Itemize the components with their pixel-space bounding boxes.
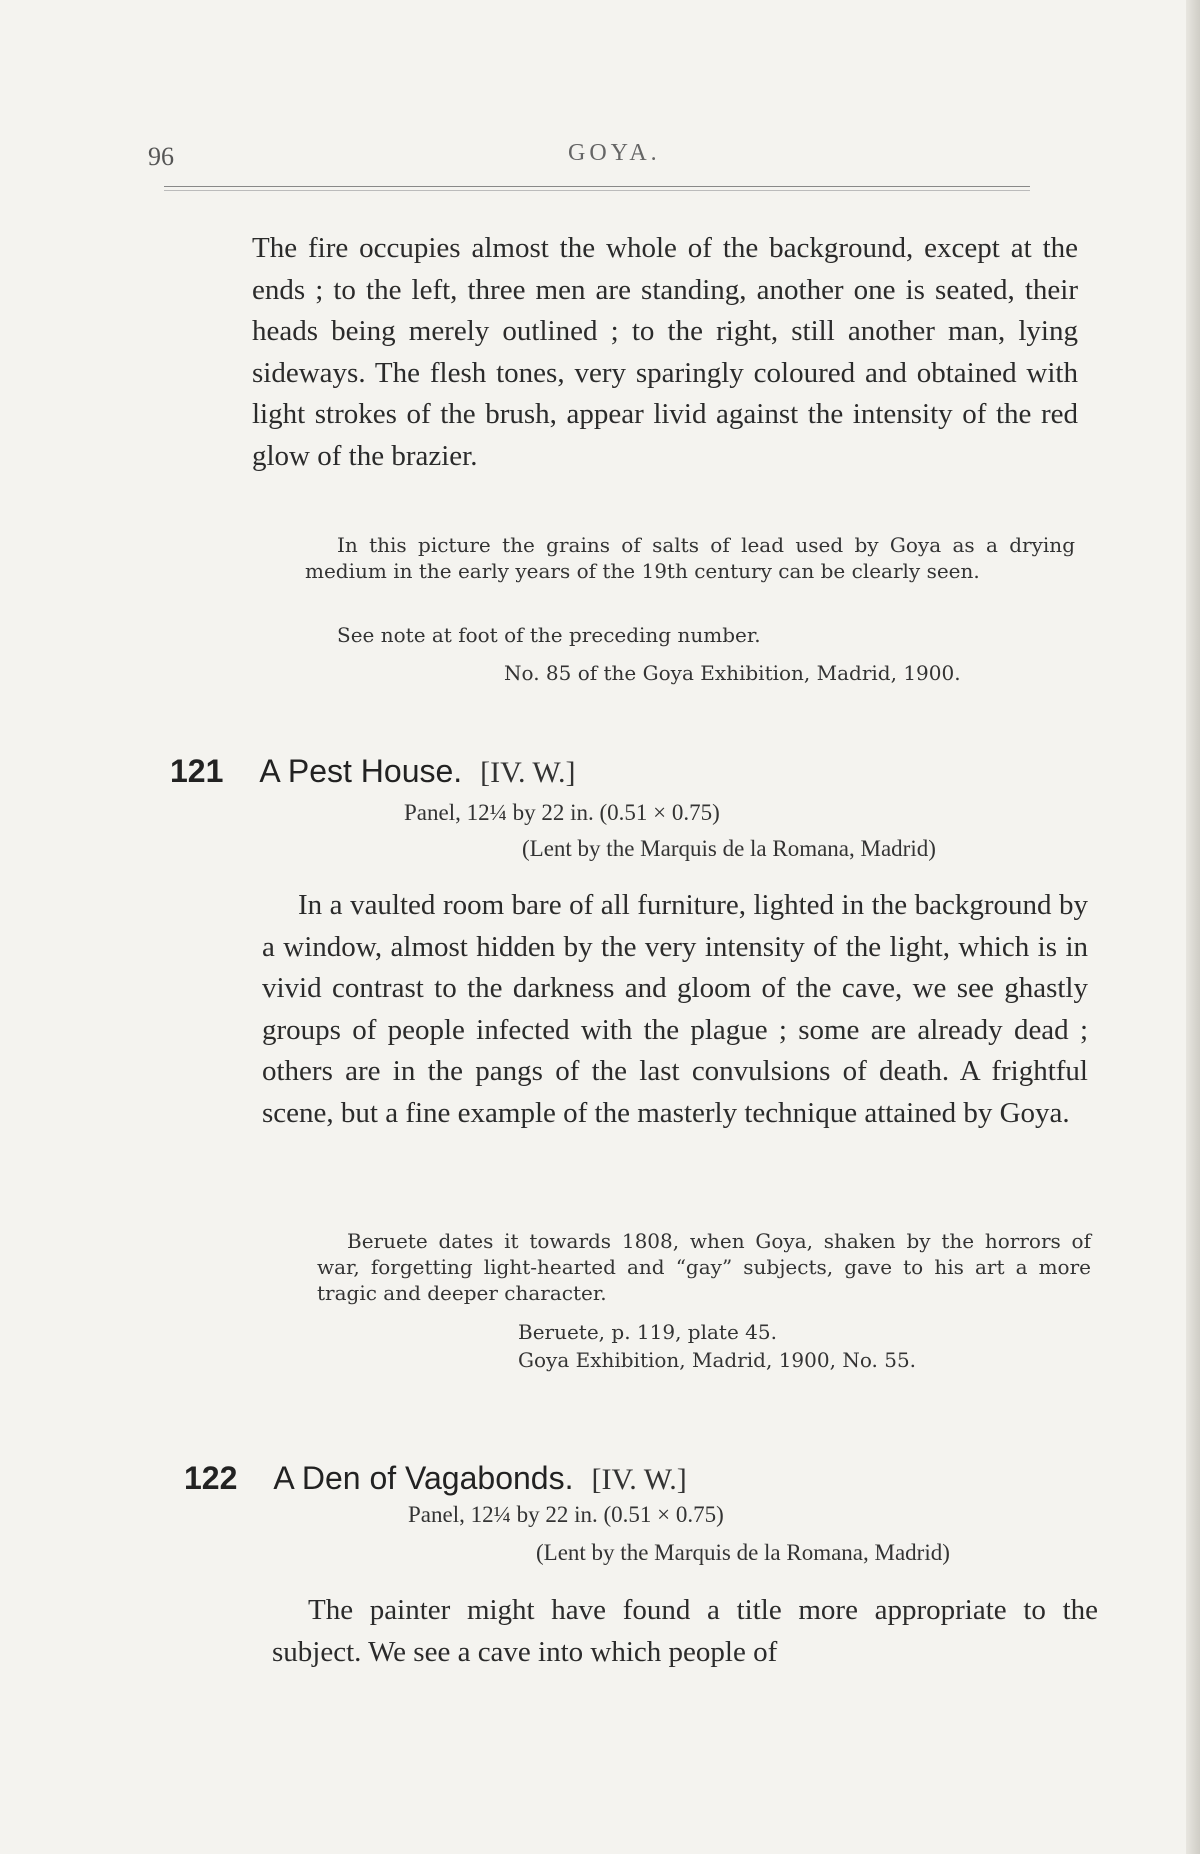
entry-122-medium: Panel, 12¼ by 22 in. (0.51 × 0.75) — [408, 1502, 724, 1527]
entry-121-references — [518, 1318, 916, 1374]
entry-title: A Den of Vagabonds. — [273, 1460, 574, 1496]
entry-121-ref-exhibition: Goya Exhibition, Madrid, 1900, No. 55. — [518, 1348, 917, 1372]
intro-note-exhibition: No. 85 of the Goya Exhibition, Madrid, 1900. — [504, 661, 961, 685]
page-number: 96 — [148, 142, 174, 171]
header-rule — [164, 186, 1030, 187]
entry-121-description: In a vaulted room bare of all furniture, lighted in the background by a window, almost hidden by the very intensity of the light, which is in vivid contrast to the darkness and gloom of the cave, we see ghastly groups of people infected with the plague ; some are already dead ; others are in the pangs of the last convulsions of death. A frightful scene, but a fine example of the masterly technique attained by Goya. — [262, 889, 1088, 1129]
entry-121-medium: Panel, 12¼ by 22 in. (0.51 × 0.75) — [404, 800, 720, 825]
entry-121-lender: (Lent by the Marquis de la Romana, Madrid) — [522, 836, 936, 861]
header-rule-secondary — [164, 190, 1030, 191]
entry-121-heading — [170, 753, 575, 790]
entry-121-note: Beruete dates it towards 1808, when Goya, shaken by the horrors of war, forgetting light-hearted and “gay” subjects, gave to his art a more tragic and deeper character. — [317, 1229, 1091, 1305]
intro-paragraph: The fire occupies almost the whole of the background, except at the ends ; to the left, three men are standing, another one is seated, their heads being merely outlined ; to the right, still another man, lying sideways. The flesh tones, very sparingly coloured and obtained with light strokes of the brush, appear livid against the intensity of the red glow of the brazier. — [252, 232, 1078, 472]
page-edge — [1186, 0, 1200, 1854]
entry-code: [IV. W.] — [480, 756, 576, 789]
intro-note: In this picture the grains of salts of lead used by Goya as a drying medium in the early years of the 19th century can be clearly seen. — [305, 533, 1075, 583]
entry-121-ref-beruete: Beruete, p. 119, plate 45. — [518, 1320, 777, 1344]
entry-122-lender: (Lent by the Marquis de la Romana, Madrid) — [536, 1540, 950, 1565]
entry-title: A Pest House. — [259, 753, 463, 789]
entry-122-description: The painter might have found a title more appropriate to the subject. We see a cave into which people of — [272, 1594, 1098, 1668]
entry-number: 122 — [184, 1460, 238, 1496]
intro-note-reference: See note at foot of the preceding number. — [337, 623, 761, 647]
running-title: GOYA. — [568, 140, 661, 166]
entry-number: 121 — [170, 753, 224, 789]
entry-code: [IV. W.] — [591, 1463, 687, 1496]
entry-122-heading — [184, 1460, 687, 1497]
